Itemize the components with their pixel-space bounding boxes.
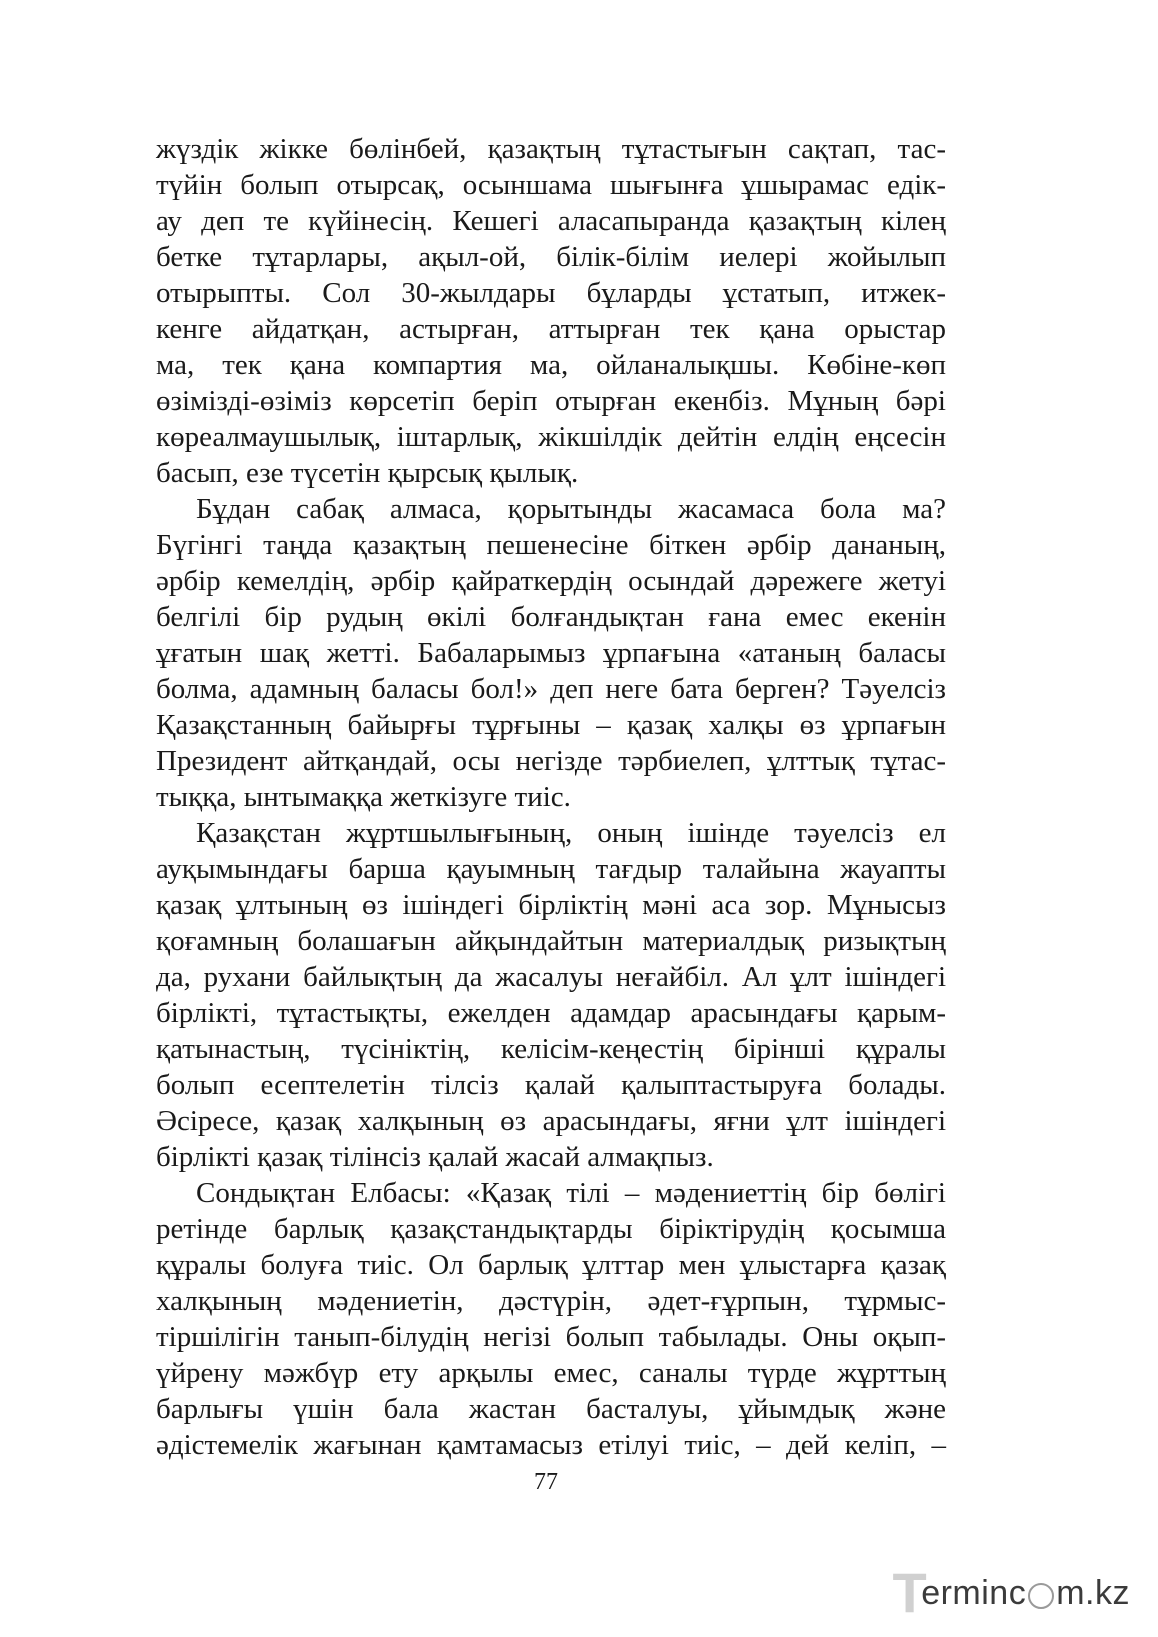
text-line: барлығы үшін бала жастан басталуы, ұйымдық және <box>156 1393 946 1425</box>
text-line: ау деп те күйінесің. Кешегі аласапыранда қазақтың кілең <box>156 205 946 237</box>
text-line: ауқымындағы барша қауымның тағдыр талайына жауапты <box>156 853 946 885</box>
text-line: Әсіресе, қазақ халқының өз арасындағы, яғни ұлт ішіндегі <box>156 1105 946 1137</box>
text-line: ретінде барлық қазақстандықтарды біріктірудің қосымша <box>156 1213 946 1245</box>
text-line: Қазақстан жұртшылығының, оның ішінде тәуелсіз ел <box>196 817 946 849</box>
text-line: қоғамның болашағын айқындайтын материалдық ризықтың <box>156 925 946 957</box>
text-line: қазақ ұлтының өз ішіндегі бірліктің мәні аса зор. Мұнысыз <box>156 889 946 921</box>
text-line: көреалмаушылық, іштарлық, жікшілдік дейтін елдің еңсесін <box>156 421 946 453</box>
text-line: белгілі бір рудың өкілі болғандықтан ғана емес екенін <box>156 601 946 633</box>
text-line: басып, езе түсетін қырсық қылық. <box>156 457 579 489</box>
text-line: тыққа, ынтымаққа жеткізуге тиіс. <box>156 781 571 813</box>
text-line: түйін болып отырсақ, осыншама шығынға ұшырамас едік- <box>156 169 946 201</box>
text-line: Сондықтан Елбасы: «Қазақ тілі – мәдениеттің бір бөлігі <box>196 1177 946 1209</box>
text-line: халқының мәдениетін, дәстүрін, әдет-ғұрпын, тұрмыс- <box>156 1285 946 1317</box>
text-line: үйрену мәжбүр ету арқылы емес, саналы түрде жұрттың <box>156 1357 946 1389</box>
termincom-watermark-logo <box>892 1561 1130 1624</box>
text-line: да, рухани байлықтың да жасалуы неғайбіл. Ал ұлт ішіндегі <box>156 961 946 993</box>
text-line: өзімізді-өзіміз көрсетіп беріп отырған екенбіз. Мұның бәрі <box>156 385 946 417</box>
text-line: Президент айтқандай, осы негізде тәрбиелеп, ұлттық тұтас- <box>156 745 946 777</box>
text-line: әдістемелік жағынан қамтамасыз етілуі тиіс, – дей келіп, – <box>156 1429 946 1461</box>
text-line: ұғатын шақ жетті. Бабаларымыз ұрпағына «атаның баласы <box>156 637 946 669</box>
text-line: кенге айдатқан, астырған, аттырған тек қана орыстар <box>156 313 946 345</box>
text-line: болма, адамның баласы бол!» деп неге бата берген? Тәуелсіз <box>156 673 946 705</box>
watermark-text-part1: erminc <box>921 1573 1027 1612</box>
text-line: Бүгінгі таңда қазақтың пешенесіне біткен әрбір дананың, <box>156 529 946 561</box>
text-line: Бұдан сабақ алмаса, қорытынды жасамаса бола ма? <box>196 493 946 525</box>
text-line: жүздік жікке бөлінбей, қазақтың тұтастығын сақтап, тас- <box>156 133 946 165</box>
text-line: әрбір кемелдің, әрбір қайраткердің осындай дәрежеге жетуі <box>156 565 946 597</box>
magnifier-circle-icon <box>1028 1583 1054 1609</box>
text-line: құралы болуға тиіс. Ол барлық ұлттар мен ұлыстарға қазақ <box>156 1249 946 1281</box>
text-line: қатынастың, түсініктің, келісім-кеңестің бірінші құралы <box>156 1033 946 1065</box>
watermark-text-part2: m.kz <box>1056 1573 1130 1612</box>
text-line: бірлікті қазақ тілінсіз қалай жасай алмақпыз. <box>156 1141 714 1173</box>
text-line: тіршілігін танып-білудің негізі болып табылады. Оны оқып- <box>156 1321 946 1353</box>
text-line: Қазақстанның байырғы тұрғыны – қазақ халқы өз ұрпағын <box>156 709 946 741</box>
page-body-text <box>156 131 946 1463</box>
text-line: ма, тек қана компартия ма, ойланалықшы. Көбіне-көп <box>156 349 946 381</box>
watermark-letter-t: T <box>892 1561 928 1624</box>
text-line: отырыпты. Сол 30-жылдары бұларды ұстатып, итжек- <box>156 277 946 309</box>
text-line: бетке тұтарлары, ақыл-ой, білік-білім иелері жойылып <box>156 241 946 273</box>
page-number: 77 <box>534 1469 558 1495</box>
text-line: бірлікті, тұтастықты, ежелден адамдар арасындағы қарым- <box>156 997 946 1029</box>
text-line: болып есептелетін тілсіз қалай қалыптастыруға болады. <box>156 1069 946 1101</box>
